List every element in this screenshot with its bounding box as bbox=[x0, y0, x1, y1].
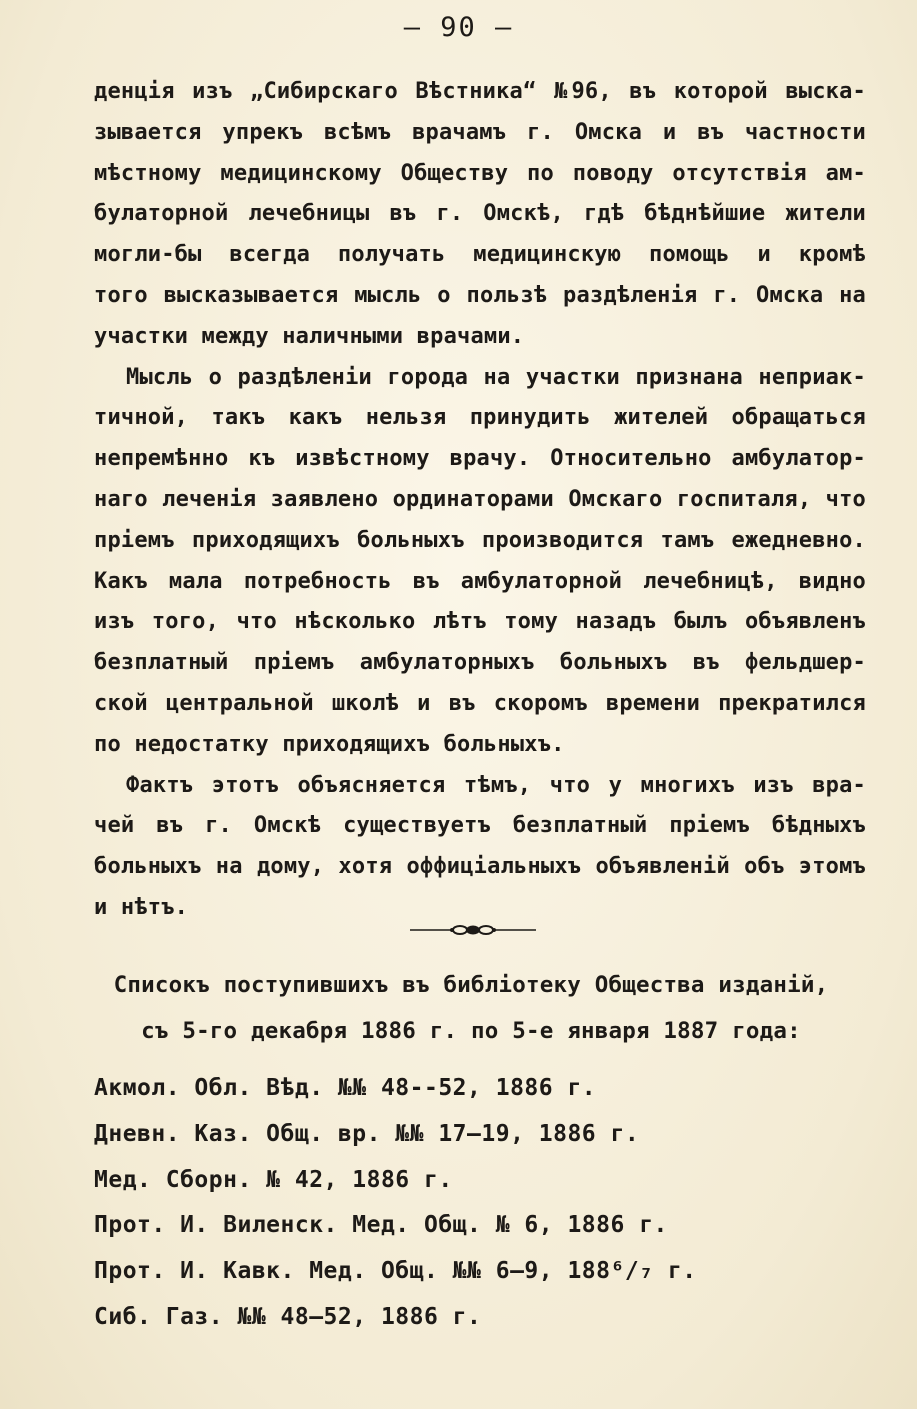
text-line: безплатный пріемъ амбулаторныхъ больныхъ въ фельдшер- bbox=[94, 650, 866, 676]
body-text bbox=[94, 72, 866, 929]
text-line: зывается упрекъ всѣмъ врачамъ г. Омска и въ частности bbox=[94, 119, 866, 145]
text-line: тичной, такъ какъ нельзя принудить жителей обращаться bbox=[94, 405, 866, 431]
text-line: участки между наличными врачами. bbox=[94, 323, 525, 349]
list-item: Мед. Сборн. № 42, 1886 г. bbox=[94, 1166, 453, 1193]
text-line: денція изъ „Сибирскаго Вѣстника“ №96, въ которой выска- bbox=[94, 79, 866, 104]
list-heading bbox=[100, 962, 842, 1054]
heading-line: съ 5-го декабря 1886 г. по 5-е января 1887 года: bbox=[141, 1018, 801, 1044]
list-item: Сиб. Газ. №№ 48—52, 1886 г. bbox=[94, 1303, 482, 1330]
text-line: и нѣтъ. bbox=[94, 894, 189, 920]
text-line: больныхъ на дому, хотя оффиціальныхъ объявленій объ этомъ bbox=[94, 854, 866, 880]
text-line: наго леченія заявлено ординаторами Омскаго госпиталя, что bbox=[94, 486, 866, 512]
list-item: Акмол. Обл. Вѣд. №№ 48--52, 1886 г. bbox=[94, 1075, 597, 1101]
text-line: булаторной лечебницы въ г. Омскѣ, гдѣ бѣднѣйшие жители bbox=[94, 201, 866, 227]
text-line: Мысль о раздѣленіи города на участки признана неприак- bbox=[126, 364, 866, 390]
text-line: непремѣнно къ извѣстному врачу. Относительно амбулатор- bbox=[94, 446, 866, 472]
text-line: могли-бы всегда получать медицинскую помощь и кромѣ bbox=[94, 242, 866, 268]
text-line: Какъ мала потребность въ амбулаторной лечебницѣ, видно bbox=[94, 568, 866, 594]
heading-line: Списокъ поступившихъ въ библіотеку Общества изданій, bbox=[113, 972, 829, 998]
list-item: Прот. И. Кавк. Мед. Общ. №№ 6—9, 188⁶/₇ г. bbox=[94, 1258, 697, 1285]
text-line: ской центральной школѣ и въ скоромъ времени прекратился bbox=[94, 690, 866, 716]
list-item: Прот. И. Виленск. Мед. Общ. № 6, 1886 г. bbox=[94, 1212, 668, 1239]
text-line: того высказывается мысль о пользѣ раздѣленія г. Омска на bbox=[94, 282, 866, 308]
text-line: пріемъ приходящихъ больныхъ производится тамъ ежедневно. bbox=[94, 527, 866, 553]
list-item: Дневн. Каз. Общ. вр. №№ 17—19, 1886 г. bbox=[94, 1120, 640, 1147]
text-line: по недостатку приходящихъ больныхъ. bbox=[94, 731, 565, 757]
text-line: мѣстному медицинскому Обществу по поводу отсутствія ам- bbox=[94, 160, 866, 186]
publication-list bbox=[94, 1066, 866, 1341]
text-line: изъ того, что нѣсколько лѣтъ тому назадъ былъ объявленъ bbox=[94, 609, 866, 635]
page-number: — 90 — bbox=[403, 12, 514, 43]
ornament-divider-icon bbox=[408, 920, 538, 940]
text-line: чей въ г. Омскѣ существуетъ безплатный пріемъ бѣдныхъ bbox=[94, 813, 866, 839]
text-line: Фактъ этотъ объясняется тѣмъ, что у многихъ изъ вра- bbox=[126, 772, 866, 798]
